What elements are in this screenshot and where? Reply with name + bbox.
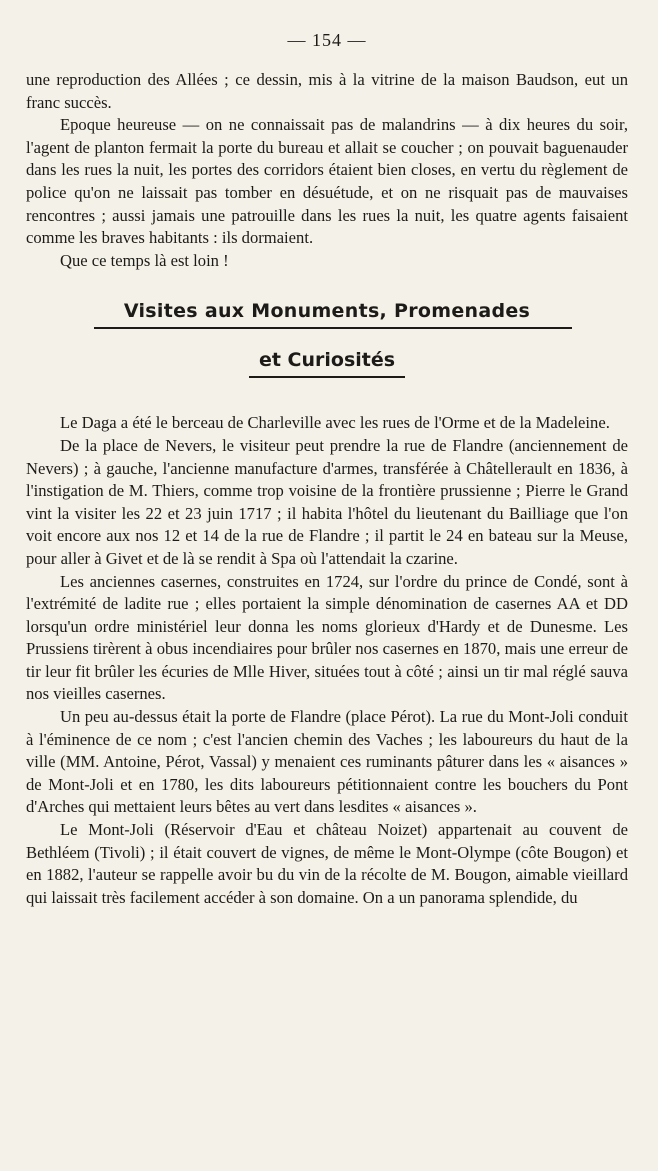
intro-paragraph-2: Epoque heureuse — on ne connaissait pas de malandrins — à dix heures du soir, l'agent de planton fermait la porte du bureau et allait se coucher ; on pouvait baguenauder dans les rues la nuit, les portes des corridors étaient bien closes, en vertu du règlement de police qu'on ne laissait pas tomber en désuétude, et on ne risquait pas de mauvaises rencontres ; aussi jamais une patrouille dans les rues la nuit, les quatre agents faisaient comme les braves habitants : ils dormaient. (26, 115, 628, 248)
page-number: — 154 — (287, 30, 367, 50)
section-title-line-2: et Curiosités (258, 349, 396, 372)
section-paragraph-1: Le Daga a été le berceau de Charleville avec les rues de l'Orme et de la Madeleine. (60, 413, 610, 433)
intro-paragraph-3: Que ce temps là est loin ! (60, 250, 229, 270)
section-paragraph-4: Un peu au-dessus était la porte de Flandre (place Pérot). La rue du Mont-Joli conduit à l'éminence de ce nom ; c'est l'ancien chemin des Vaches ; les laboureurs du haut de la ville (MM. Antoine, Pérot, Vassal) y menaient ces ruminants pâturer dans les « aisances » de Mont-Joli et en 1780, les dits laboureurs pétitionnaient contre les bouchers du Pont d'Arches qui mettaient leurs bêtes au vert dans lesdites « aisances ». (26, 707, 628, 817)
title-underline-1 (94, 327, 572, 329)
section-paragraph-2: De la place de Nevers, le visiteur peut prendre la rue de Flandre (anciennement de Nevers) ; à gauche, l'ancienne manufacture d'armes, transférée à Châtellerault en 1836, à l'instigation de M. Thiers, comme trop voisine de la frontière prussienne ; Pierre le Grand vint la visiter les 22 et 23 juin 1717 ; il habita l'hôtel du lieutenant du Bailliage que l'on voit encore aux nos 12 et 14 de la rue de Flandre ; il partit le 24 en bateau sur la Meuse, pour aller à Givet et de là se rendit à Spa où l'attendait la czarine. (26, 435, 628, 568)
section-title-line-1: Visites aux Monuments, Promenades (123, 300, 531, 323)
intro-paragraph-1: une reproduction des Allées ; ce dessin, mis à la vitrine de la maison Baudson, eut un franc succès. (26, 70, 628, 112)
title-underline-2 (249, 376, 405, 378)
section-body (26, 412, 628, 909)
section-paragraph-3: Les anciennes casernes, construites en 1724, sur l'ordre du prince de Condé, sont à l'extrémité de ladite rue ; elles portaient la simple dénomination de casernes AA et DD lorsqu'un ordre ministériel leur donna les noms glorieux d'Hardy et de Dunesme. Les Prussiens tirèrent à obus incendiaires pour brûler nos casernes en 1870, mais une erreur de tir leur fit brûler les écuries de Mlle Hiver, situées tout à côté ; ainsi un tir mal réglé sauva nos vieilles casernes. (26, 571, 628, 704)
section-paragraph-5: Le Mont-Joli (Réservoir d'Eau et château Noizet) appartenait au couvent de Bethléem (Tivoli) ; il était couvert de vignes, de même le Mont-Olympe (côte Bougon) et en 1882, l'auteur se rappelle avoir bu du vin de la récolte de M. Bougon, aimable vieillard qui laissait très facilement accéder à son domaine. On a un panorama splendide, du (26, 820, 628, 907)
